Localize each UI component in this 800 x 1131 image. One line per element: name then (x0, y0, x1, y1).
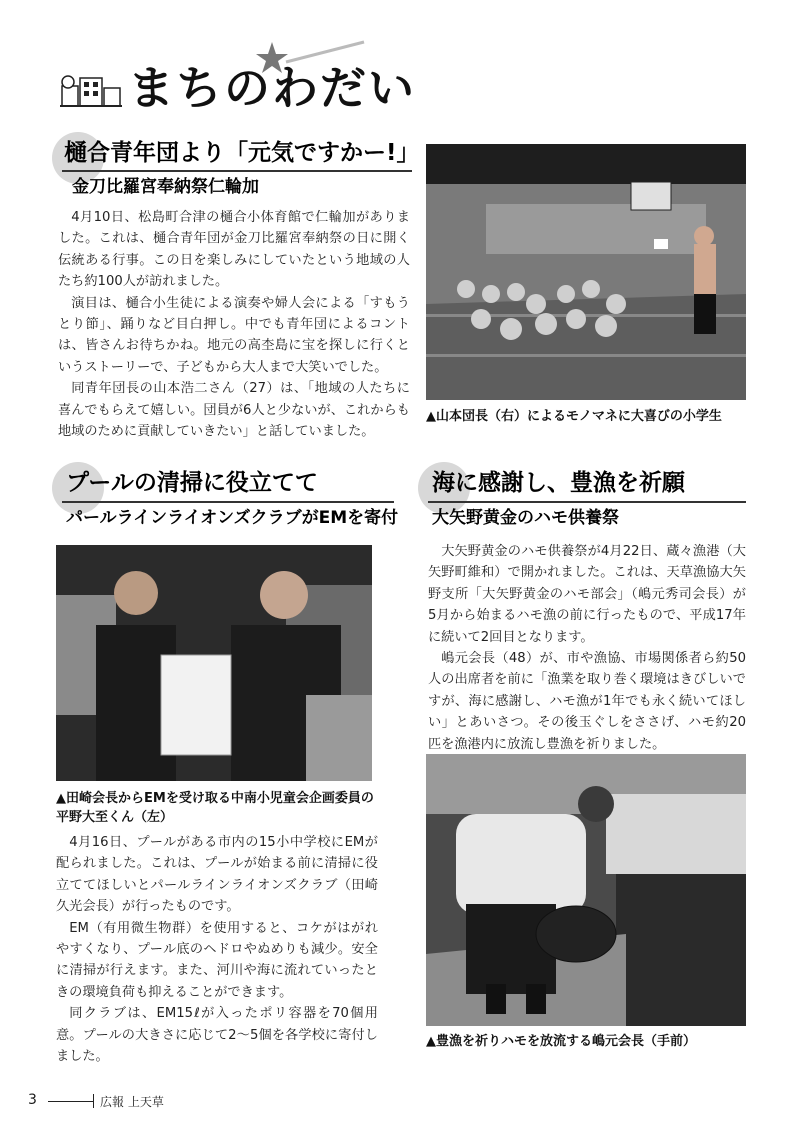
paragraph: 嶋元会長（48）が、市や漁協、市場関係者ら約50人の出席者を前に「漁業を取り巻く環境はきびしいですが、海に感謝し、ハモ漁が1年でも永く続いてほしい」とあいさつ。その後玉ぐしをささげ、ハモ約20匹を漁港内に放流し豊漁を祈りました。 (428, 651, 746, 752)
title-rule (428, 501, 746, 503)
page-number: 3 (28, 1092, 37, 1108)
gym-performance-photo (426, 144, 746, 400)
footer-rule (48, 1101, 94, 1102)
town-illustration-icon (60, 72, 122, 110)
paragraph: EM（有用微生物群）を使用すると、コケがはがれやすくなり、プール底のヘドロやぬめりも減少。安全に清掃が行えます。また、河川や海に流れていったときの環境負荷も抑えることができます。 (56, 920, 378, 1000)
page-title: まちのわだい (128, 61, 416, 115)
paragraph: 演目は、樋合小生徒による演奏や婦人会による「すもうとり節」、踊りなど目白押し。中でも青年団によるコントは、皆さんお待ちかね。地元の高杢島に宝を探しに行くというストーリーで、子どもから大人まで大笑いでした。 (58, 295, 410, 375)
fish-release-photo (426, 754, 746, 1026)
paragraph: 同青年団長の山本浩二さん（27）は、「地域の人たちに喜んでもらえて嬉しい。団員が6人と少ないが、これからも地域のために貢献していきたい」と話していました。 (58, 381, 410, 440)
article1-body (58, 207, 410, 442)
publication-name: 広報 上天草 (100, 1095, 164, 1109)
paragraph: 4月16日、プールがある市内の15小中学校にEMが配られました。これは、プールが始まる前に清掃に役立ててほしいとパールラインライオンズクラブ（田崎久光会長）が行ったものです。 (56, 835, 378, 915)
paragraph: 4月10日、松島町合津の樋合小体育館で仁輪加がありました。これは、樋合青年団が金刀比羅宮奉納祭の日に開く伝統ある行事。この日を楽しみにしていたという地域の人たち約100人が訪れました。 (58, 210, 410, 290)
article3-body (428, 541, 746, 755)
article1-caption: ▲山本団長（右）によるモノマネに大喜びの小学生 (426, 409, 722, 424)
title-rule (62, 170, 412, 172)
star-icon (256, 40, 366, 80)
em-handover-photo (56, 545, 372, 781)
footer-divider (93, 1094, 94, 1108)
paragraph: 大矢野黄金のハモ供養祭が4月22日、蔵々漁港（大矢野町維和）で開かれました。これは、天草漁協大矢野支所「大矢野黄金のハモ部会」（嶋元秀司会長）が5月から始まるハモ漁の前に行ったもので、平成17年に続いて2回目となります。 (428, 544, 746, 645)
article1-subtitle: 金刀比羅宮奉納祭仁輪加 (72, 177, 259, 197)
paragraph: 同クラブは、EM15ℓが入ったポリ容器を70個用意。プールの大きさに応じて2～5個を各学校に寄付しました。 (56, 1006, 378, 1065)
title-rule (62, 501, 394, 503)
article1-title: 樋合青年団より「元気ですかー!」 (64, 140, 420, 166)
article3-subtitle: 大矢野黄金のハモ供養祭 (432, 508, 619, 528)
article2-caption: ▲田崎会長からEMを受け取る中南小児童会企画委員の平野大至くん（左） (56, 791, 374, 825)
article2-title: プールの清掃に役立てて (66, 470, 318, 496)
article3-title: 海に感謝し、豊漁を祈願 (432, 470, 685, 496)
article2-body (56, 832, 378, 1067)
article2-subtitle: パールラインライオンズクラブがEMを寄付 (66, 508, 399, 528)
article3-caption: ▲豊漁を祈りハモを放流する嶋元会長（手前） (426, 1034, 696, 1049)
